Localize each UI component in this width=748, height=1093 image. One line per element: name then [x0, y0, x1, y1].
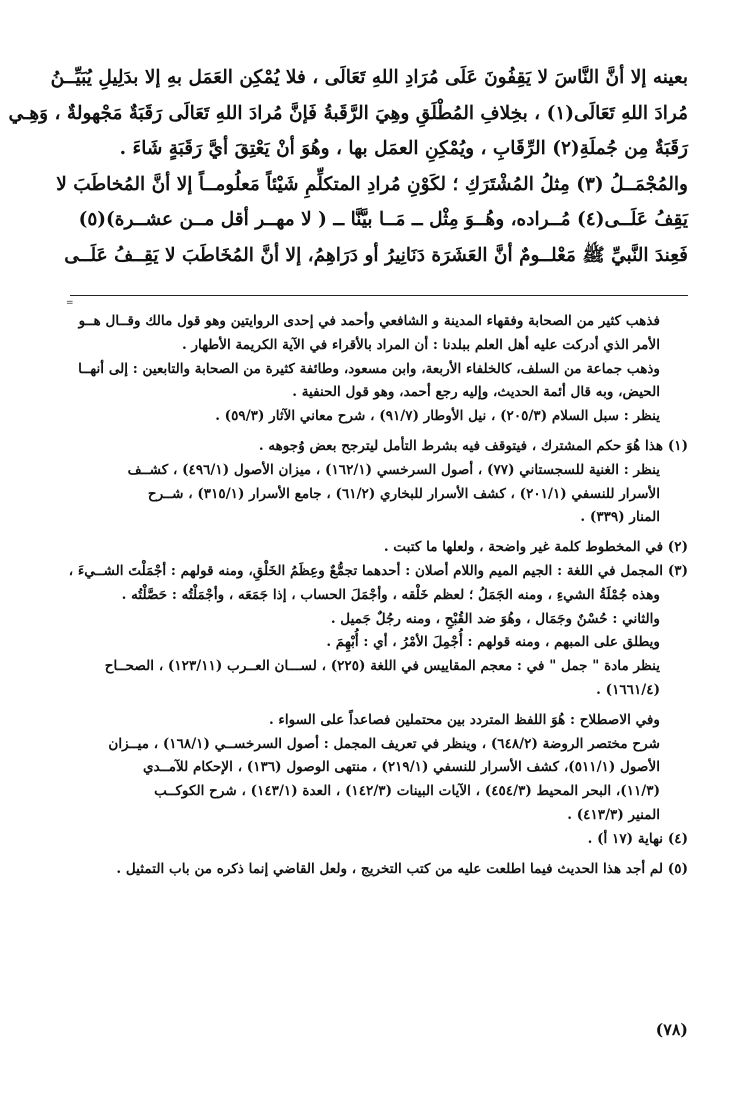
- divider-mark: =: [66, 298, 74, 308]
- footnote-line: وهذه جُمْلَةُ الشيءِ ، ومنه الجَمَلُ ؛ لعظم خَلْقه ، وأجْمَلَ الحساب ، إذا جَمَعَه ، وأجْمَلْتُه : حَصَّلْتُه .: [121, 586, 660, 603]
- footnote-line: (١٦٦١/٤) .: [596, 681, 660, 698]
- footnote-line: (٢) في المخطوط كلمة غير واضحة ، ولعلها ما كتبت .: [383, 539, 688, 556]
- footnotes: [70, 310, 688, 881]
- footnote-line: (٤) نهاية (١٧ أ) .: [587, 830, 688, 847]
- footnote-line: ويطلق على المبهم ، ومنه قولهم : أُجْمِلَ الأمْرُ ، أي : أُبْهِمَ .: [326, 634, 660, 651]
- main-line: فَعِندَ النَّبيِّ ﷺ مَعْلــومٌ أنَّ العَشَرَة دَنَانِيرُ أو دَرَاهِمُ، إلا أنَّ المُخَاطَبَ لا يَقِــفُ عَلَــى: [64, 244, 688, 266]
- footnote-line: (١) هذا هُوَ حكم المشترك ، فيتوقف فيه بشرط التأمل ليترجح بعض وُجوهه .: [258, 437, 688, 454]
- main-line: بعينه إلا أنَّ النَّاسَ لا يَقِفُونَ عَلَى مُرَادِ اللهِ تَعَالَى ، فلا يُمْكِن العَمَل بهِ إلا بدَلِيلِ يُبَيِّــنُ: [50, 67, 688, 88]
- footnote-line: ينظر : سبل السلام (٢٠٥/٣) ، نيل الأوطار (٩١/٧) ، شرح معاني الآثار (٥٩/٣) .: [215, 408, 660, 425]
- footnote-line: فذهب كثير من الصحابة وفقهاء المدينة و الشافعي وأحمد في إحدى الروايتين وهو قول مالك وقــال هــو: [78, 313, 660, 329]
- footnote-line: المنار (٣٣٩) .: [580, 509, 660, 526]
- main-line: يَقِفُ عَلَــى(٤) مُــراده، وهُــوَ مِثْل ــ مَــا بيَّنَّا ــ ( لا مهــر أقل مــن عشــرة)(٥): [78, 209, 688, 230]
- footnote-line: (٣) المجمل في اللغة : الجيم الميم واللام أصلان : أحدهما تجمُّعٌ وعِظَمُ الخَلْقِ، ومنه قولهم : أجْمَلْتَ الشــيءَ ،: [68, 562, 688, 579]
- footnote-line: الحيض، وبه قال أئمة الحديث، وإليه رجع أحمد، وهو قول الحنفية .: [292, 384, 660, 401]
- footnote-line: الأمر الذي أدركت عليه أهل العلم ببلدنا : أن المراد بالأقراء في الآية الكريمة الأطهار .: [182, 336, 660, 353]
- page-number: (٧٨): [655, 1020, 688, 1039]
- document-page: [8, 60, 688, 1080]
- main-line: رَقَبَةٌ مِن جُملَةِ(٢) الرِّقَابِ ، ويُمْكِنِ العمَل بها ، وهُوَ أنْ يَعْتِقَ أيَّ رَقَبَةٍ شَاءَ .: [119, 138, 688, 159]
- footnote-line: وفي الاصطلاح : هُوَ اللفظ المتردد بين محتملين فصاعداً على السواء .: [268, 711, 660, 728]
- footnote-line: (٥) لم أجد هذا الحديث فيما اطلعت عليه من كتب التخريج ، ولعل القاضي إنما ذكره من باب التمثيل .: [116, 860, 688, 877]
- footnote-line: الأسرار للنسفي (٢٠١/١) ، كشف الأسرار للبخاري (٦١/٢) ، جامع الأسرار (٣١٥/١) ، شــرح: [147, 485, 660, 502]
- footnote-line: (١١/٣)، البحر المحيط (٤٥٤/٣) ، الآيات البينات (١٤٢/٣) ، العدة (١٤٣/١) ، شرح الكوكــب: [154, 783, 660, 800]
- footnote-divider: [66, 295, 688, 308]
- footnote-line: ينظر مادة " جمل " في : معجم المقاييس في اللغة (٢٢٥) ، لســـان العــرب (١٢٣/١١) ، الصحــاح: [104, 658, 660, 675]
- footnote-line: شرح مختصر الروضة (٦٤٨/٢) ، وينظر في تعريف المجمل : أصول السرخســي (١٦٨/١) ، ميــزان: [108, 735, 660, 752]
- footnote-line: المنير (٤١٣/٣) .: [567, 806, 660, 823]
- footnote-line: والثاني : حُسْنٌ وجَمَال ، وهُوَ ضد القُبْحِ ، ومنه رجُلٌ جَميل .: [330, 610, 660, 627]
- main-line: والمُجْمَــلُ (٣) مِثلُ المُشْتَرَكِ ؛ لكَوْنِ مُرادِ المتكلِّمِ شَيْئاً مَعلُومــاً إلا أنَّ المُخاطَبَ لا: [56, 173, 688, 195]
- footnote-line: وذهب جماعة من السلف، كالخلفاء الأربعة، وابن مسعود، وطائفة كثيرة من الصحابة والتابعين : إلى أنهــا: [78, 360, 660, 377]
- main-line: مُرادَ اللهِ تَعَالَى(١) ، بخِلافِ المُطْلَقِ وهِيَ الرَّقَبةُ فَإنَّ مُرادَ اللهِ تَعَالَى رَقَبَةٌ مَجْهولةٌ ، وَهِـي: [8, 102, 688, 124]
- footnote-line: الأصول (٥١١/١)، كشف الأسرار للنسفي (٢١٩/١) ، منتهى الوصول (١٣٦) ، الإحكام للآمــدي: [142, 759, 660, 776]
- footnote-line: ينظر : الغنية للسجستاني (٧٧) ، أصول السرخسي (١٦٢/١) ، ميزان الأصول (٤٩٦/١) ، كشــف: [127, 461, 660, 478]
- main-text: [8, 60, 688, 273]
